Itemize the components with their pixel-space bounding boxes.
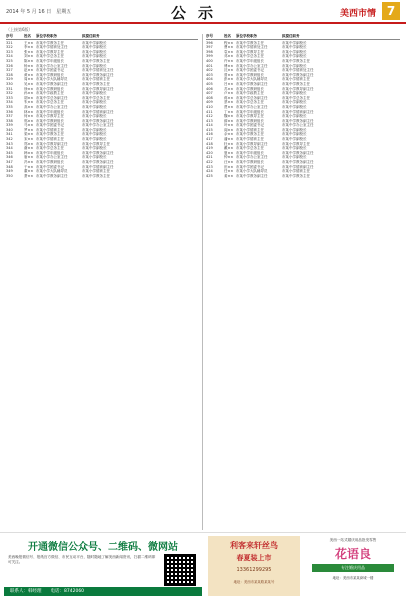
table-cell: 薛××: [224, 118, 234, 123]
table-cell: 市某中学教务主任: [282, 173, 310, 178]
page-number-badge: 7: [382, 2, 400, 20]
table-cell: 333: [6, 95, 13, 100]
table-cell: 市某小学副校长: [282, 100, 307, 105]
table-cell: 330: [6, 81, 13, 86]
issue-date: 2014 年 5 月 16 日 星期五: [6, 9, 72, 15]
table-cell: 市某中学办公室主任: [82, 123, 114, 128]
table-cell: 孙××: [24, 91, 34, 96]
clothing-ad-phone: 13361299295: [236, 567, 272, 573]
table-cell: 339: [6, 123, 13, 128]
table-cell: 335: [6, 104, 13, 109]
table-cell: 市某中学总务副主任: [236, 95, 268, 100]
table-cell: 市某中学德育处主任: [236, 45, 268, 50]
table-cell: 416: [206, 132, 213, 137]
table-cell: 市某中学德育处主任: [282, 68, 314, 73]
table-cell: 市某中学办公室主任: [236, 104, 268, 109]
table-cell: 丁××: [224, 109, 234, 114]
table-cell: 市某中学副校长: [82, 54, 107, 59]
table-cell: 市某中学德育副主任: [282, 109, 314, 114]
notice-column-left: [6, 34, 198, 530]
table-cell: 338: [6, 118, 13, 123]
table-cell: 谢××: [24, 146, 34, 151]
table-cell: 于××: [24, 164, 34, 169]
table-cell: 市某中学德育主任: [236, 137, 264, 142]
table-cell: 市某小学办公室主任: [236, 155, 268, 160]
table-cell: 市某小学副校长: [282, 114, 307, 119]
table-cell: 市某小学副校长: [82, 114, 107, 119]
table-cell: 市某中学政教主任: [36, 91, 64, 96]
wechat-ad[interactable]: [4, 536, 202, 596]
table-cell: 冯××: [24, 160, 34, 165]
table-cell: 市某中学团委书记: [236, 68, 264, 73]
table-cell: 346: [6, 155, 13, 160]
table-header: [206, 34, 400, 40]
table-cell: 324: [6, 54, 13, 59]
table-cell: 市某中学教务主任: [282, 81, 310, 86]
continued-note: （上接第6版）: [6, 27, 33, 32]
table-cell: 市某小学副校长: [282, 127, 307, 132]
table-cell: 市某中学教务主任: [36, 40, 64, 45]
table-cell: 高××: [24, 104, 34, 109]
table-cell: 413: [206, 118, 213, 123]
wedding-ad-banner: 专注婚庆用品: [312, 564, 394, 572]
table-cell: 市某中学教研组长: [236, 118, 264, 123]
table-cell: 市某中学总务主任: [36, 146, 64, 151]
column-header: 姓名: [224, 34, 231, 38]
table-cell: 市某中学教务副主任: [282, 150, 314, 155]
table-cell: 市某中学德育副主任: [82, 164, 114, 169]
table-cell: 市某中学副校长: [82, 45, 107, 50]
table-cell: 市某中学副校长: [282, 91, 307, 96]
table-cell: 市某中学教务副主任: [82, 160, 114, 165]
section-brand: 美西市情: [339, 9, 376, 19]
table-cell: 市某小学副校长: [282, 49, 307, 54]
table-cell: 市某中学总务主任: [282, 95, 310, 100]
table-cell: 市某中学德育主任: [36, 137, 64, 142]
table-cell: 市某中学年级组长: [36, 150, 64, 155]
table-cell: 412: [206, 114, 213, 119]
table-cell: 市某中学教务副主任: [236, 173, 268, 178]
table-cell: 市某小学大队辅导员: [36, 169, 68, 174]
table-cell: 杨××: [24, 63, 34, 68]
table-cell: 市某中学教务主任: [36, 132, 64, 137]
notice-column-right: [206, 34, 400, 530]
table-cell: 市某中学教研组长: [236, 160, 264, 165]
table-cell: 市某中学副校长: [82, 132, 107, 137]
table-cell: 市某小学德育主任: [36, 127, 64, 132]
table-cell: 宋××: [24, 137, 34, 142]
table-cell: 市某中学团委书记: [36, 164, 64, 169]
table-cell: 406: [206, 86, 213, 91]
table-cell: 市某小学德育主任: [282, 77, 310, 82]
table-cell: 322: [6, 45, 13, 50]
table-cell: 423: [206, 164, 213, 169]
table-cell: 余××: [224, 132, 234, 137]
table-cell: 市某中学教研组长: [36, 72, 64, 77]
table-cell: 市某中学教研组长: [236, 72, 264, 77]
table-cell: 陈××: [24, 58, 34, 63]
clothing-ad-address: 地址：美西市某某路某某号: [233, 580, 275, 584]
table-cell: 胡××: [24, 95, 34, 100]
table-cell: 黄××: [24, 72, 34, 77]
table-cell: 何××: [24, 114, 34, 119]
table-cell: 市某小学德育主任: [236, 127, 264, 132]
table-cell: 苏××: [224, 86, 234, 91]
table-cell: 市某中学团委书记: [236, 164, 264, 169]
table-cell: 419: [206, 146, 213, 151]
page-header: [0, 0, 406, 24]
table-cell: 市某中学总务主任: [236, 54, 264, 59]
table-cell: 408: [206, 95, 213, 100]
table-cell: 袁××: [224, 49, 234, 54]
table-cell: 市某中学教务副主任: [82, 118, 114, 123]
table-cell: 市某中学教务副主任: [82, 72, 114, 77]
table-cell: 市某中学副校长: [82, 137, 107, 142]
table-cell: 399: [206, 54, 213, 59]
table-cell: 吕××: [224, 81, 234, 86]
table-cell: 许××: [224, 58, 234, 63]
table-cell: 401: [206, 63, 213, 68]
table-cell: 蒋××: [224, 95, 234, 100]
table-cell: 市某小学教导主任: [36, 49, 64, 54]
table-cell: 潘××: [224, 137, 234, 142]
table-cell: 市某中学年级组长: [36, 109, 64, 114]
table-cell: 345: [6, 150, 13, 155]
table-cell: 424: [206, 169, 213, 174]
table-cell: 347: [6, 160, 13, 165]
table-cell: 市某小学德育主任: [282, 169, 310, 174]
table-cell: 344: [6, 146, 13, 151]
table-cell: 阎××: [224, 127, 234, 132]
table-cell: 曹××: [224, 45, 234, 50]
table-cell: 市某中学副校长: [82, 104, 107, 109]
table-cell: 405: [206, 81, 213, 86]
table-cell: 市某中学教务主任: [82, 58, 110, 63]
table-cell: 钟××: [224, 155, 234, 160]
table-cell: 田××: [224, 164, 234, 169]
table-cell: 卢××: [224, 91, 234, 96]
table-cell: 市某中学总务主任: [236, 146, 264, 151]
wechat-ad-footer: 联系人：韩经理 电话：8742060: [4, 587, 202, 596]
wedding-ad-logo: 花语良: [334, 547, 371, 561]
table-cell: 王××: [24, 40, 34, 45]
table-cell: 市某小学大队辅导员: [236, 169, 268, 174]
table-cell: 329: [6, 77, 13, 82]
table-cell: 李××: [24, 45, 34, 50]
table-cell: 市某中学教研组长: [36, 118, 64, 123]
table-cell: 市某小学副校长: [282, 155, 307, 160]
table-cell: 市某小学副校长: [82, 155, 107, 160]
column-header: 原位学校职务: [36, 34, 57, 38]
table-cell: 市某中学年级组长: [236, 58, 264, 63]
table-cell: 市某小学教导副主任: [236, 141, 268, 146]
table-cell: 唐××: [24, 155, 34, 160]
table-cell: 市某小学德育主任: [82, 77, 110, 82]
table-cell: 市某中学副校长: [282, 132, 307, 137]
wedding-supplies-ad[interactable]: [304, 536, 402, 596]
table-cell: 萧××: [24, 173, 34, 178]
table-cell: 赵××: [24, 68, 34, 73]
table-cell: 市某中学教务副主任: [82, 150, 114, 155]
wechat-ad-body: 美西晚报微信号、报纸官方微信、市民互动平台，随时随地了解美西新闻资讯，扫描二维码即可关注。: [8, 555, 156, 564]
table-cell: 323: [6, 49, 13, 54]
table-cell: 407: [206, 91, 213, 96]
table-cell: 342: [6, 137, 13, 142]
page-title: 公示: [171, 4, 226, 22]
table-cell: 341: [6, 132, 13, 137]
table-cell: 市某中学总务主任: [82, 95, 110, 100]
table-cell: 市某小学总务主任: [36, 100, 64, 105]
table-cell: 蔡××: [224, 100, 234, 105]
table-cell: 郑××: [24, 141, 34, 146]
table-cell: 410: [206, 104, 213, 109]
table-cell: 417: [206, 137, 213, 142]
table-cell: 周××: [24, 77, 34, 82]
table-cell: 325: [6, 58, 13, 63]
table-cell: 市某小学大队辅导员: [236, 77, 268, 82]
table-cell: 市某中学总务副主任: [36, 95, 68, 100]
table-cell: 朱××: [24, 100, 34, 105]
table-cell: 404: [206, 77, 213, 82]
table-cell: 市某中学德育副主任: [282, 164, 314, 169]
column-header: 原位学校职务: [236, 34, 257, 38]
table-cell: 市某中学办公室主任: [36, 104, 68, 109]
table-cell: 400: [206, 58, 213, 63]
table-cell: 328: [6, 72, 13, 77]
table-cell: 林××: [24, 109, 34, 114]
table-cell: 市某中学团委书记: [36, 68, 64, 73]
table-cell: 市某小学教导副主任: [282, 86, 314, 91]
clothing-ad[interactable]: [208, 536, 300, 596]
table-cell: 326: [6, 63, 13, 68]
table-cell: 414: [206, 123, 213, 128]
table-row: [206, 174, 400, 179]
table-cell: 403: [206, 72, 213, 77]
table-cell: 市某小学教研组长: [36, 86, 64, 91]
table-cell: 市某中学政教主任: [236, 91, 264, 96]
table-cell: 420: [206, 150, 213, 155]
column-header: 姓名: [24, 34, 31, 38]
table-cell: 曾××: [224, 72, 234, 77]
table-cell: 徐××: [24, 86, 34, 91]
table-cell: 市某小学副校长: [82, 63, 107, 68]
wedding-ad-top: 美西一站式婚庆用品批发零售: [329, 538, 377, 542]
table-cell: 市某中学教务副主任: [36, 173, 68, 178]
table-cell: 332: [6, 91, 13, 96]
table-cell: 市某小学教导主任: [36, 114, 64, 119]
table-cell: 汪××: [224, 160, 234, 165]
table-cell: 市某小学教导主任: [236, 49, 264, 54]
table-cell: 程××: [224, 40, 234, 45]
table-cell: 市某中学教务副主任: [282, 160, 314, 165]
table-cell: 市某小学教研组长: [236, 86, 264, 91]
table-cell: 340: [6, 127, 13, 132]
table-cell: 市某小学教导副主任: [82, 86, 114, 91]
table-cell: 336: [6, 109, 13, 114]
table-cell: 331: [6, 86, 13, 91]
table-cell: 市某中学教务副主任: [236, 81, 268, 86]
table-cell: 市某中学德育处主任: [36, 45, 68, 50]
table-cell: 421: [206, 155, 213, 160]
table-cell: 马××: [24, 123, 34, 128]
table-cell: 市某小学副校长: [82, 127, 107, 132]
table-cell: 郭××: [24, 118, 34, 123]
table-cell: 市某中学副校长: [282, 40, 307, 45]
table-cell: 姜××: [224, 173, 234, 178]
table-cell: 349: [6, 169, 13, 174]
table-cell: 韩××: [24, 150, 34, 155]
table-cell: 彭××: [224, 77, 234, 82]
table-cell: 市某小学总务主任: [236, 100, 264, 105]
table-cell: 市某中学副校长: [282, 54, 307, 59]
table-cell: 市某中学副校长: [82, 40, 107, 45]
table-cell: 市某小学教导副主任: [36, 141, 68, 146]
table-cell: 市某中学年级组长: [236, 150, 264, 155]
table-cell: 市某小学办公室主任: [36, 63, 68, 68]
table-cell: 市某中学教务副主任: [282, 118, 314, 123]
table-cell: 市某小学大队辅导员: [36, 77, 68, 82]
table-cell: 市某中学总务主任: [36, 54, 64, 59]
table-cell: 市某中学年级组长: [236, 109, 264, 114]
column-header: 序号: [206, 34, 213, 38]
table-cell: 398: [206, 49, 213, 54]
table-cell: 市某中学教务主任: [236, 40, 264, 45]
table-cell: 市某中学德育处主任: [82, 68, 114, 73]
table-cell: 市某中学团委书记: [236, 123, 264, 128]
table-cell: 市某中学副校长: [82, 91, 107, 96]
table-cell: 叶××: [224, 123, 234, 128]
table-cell: 343: [6, 141, 13, 146]
table-cell: 戴××: [224, 146, 234, 151]
table-cell: 市某小学办公室主任: [236, 63, 268, 68]
table-cell: 市某小学德育主任: [82, 169, 110, 174]
table-cell: 梁××: [24, 132, 34, 137]
table-cell: 397: [206, 45, 213, 50]
table-cell: 市某小学副校长: [82, 49, 107, 54]
qr-code-icon: [164, 554, 196, 586]
table-cell: 夏××: [224, 150, 234, 155]
table-cell: 市某小学教导主任: [82, 141, 110, 146]
table-cell: 市某中学副校长: [282, 137, 307, 142]
table-cell: 415: [206, 127, 213, 132]
table-cell: 杜××: [224, 141, 234, 146]
table-cell: 邓××: [224, 54, 234, 59]
table-cell: 市某中学德育副主任: [82, 109, 114, 114]
clothing-ad-subtitle: 春夏装上市: [236, 554, 272, 562]
clothing-ad-title: 利客来轩丝鸟: [230, 541, 278, 550]
table-cell: 337: [6, 114, 13, 119]
table-cell: 刘××: [24, 54, 34, 59]
table-cell: 董××: [24, 169, 34, 174]
table-cell: 市某中学副校长: [82, 146, 107, 151]
table-cell: 市某中学教务主任: [82, 173, 110, 178]
table-cell: 396: [206, 40, 213, 45]
table-cell: 425: [206, 173, 213, 178]
table-cell: 市某小学办公室主任: [36, 155, 68, 160]
column-header: 拟提任职务: [282, 34, 300, 38]
table-cell: 334: [6, 100, 13, 105]
table-cell: 傅××: [224, 63, 234, 68]
column-header: 拟提任职务: [82, 34, 100, 38]
table-cell: 422: [206, 160, 213, 165]
table-cell: 沈××: [224, 68, 234, 73]
column-header: 序号: [6, 34, 13, 38]
table-cell: 市某中学年级组长: [36, 58, 64, 63]
table-cell: 市某小学教导主任: [236, 114, 264, 119]
table-cell: 贾××: [224, 104, 234, 109]
column-divider: [202, 34, 203, 530]
table-cell: 罗××: [24, 127, 34, 132]
table-cell: 吴××: [24, 81, 34, 86]
table-cell: 市某中学办公室主任: [282, 123, 314, 128]
table-row: [6, 174, 198, 179]
table-cell: 市某中学副校长: [282, 146, 307, 151]
table-cell: 市某中学教务主任: [82, 81, 110, 86]
table-cell: 市某中学教务主任: [282, 58, 310, 63]
wedding-ad-bottom: 地址：美西市某某商城一楼: [332, 576, 374, 580]
table-cell: 市某中学副校长: [282, 45, 307, 50]
table-cell: 418: [206, 141, 213, 146]
table-cell: 魏××: [224, 114, 234, 119]
table-cell: 348: [6, 164, 13, 169]
table-cell: 市某中学教务副主任: [282, 72, 314, 77]
table-cell: 市某小学副校长: [82, 100, 107, 105]
table-cell: 市某中学教务主任: [236, 132, 264, 137]
table-cell: 市某中学教研组长: [36, 160, 64, 165]
table-cell: 350: [6, 173, 13, 178]
table-cell: 327: [6, 68, 13, 73]
table-cell: 市某小学副校长: [282, 63, 307, 68]
table-header: [6, 34, 198, 40]
table-cell: 402: [206, 68, 213, 73]
wechat-ad-title: 开通微信公众号、二维码、微网站: [28, 542, 178, 553]
table-cell: 市某小学教导主任: [282, 141, 310, 146]
table-cell: 市某中学教务副主任: [36, 81, 68, 86]
table-cell: 409: [206, 100, 213, 105]
table-cell: 411: [206, 109, 213, 114]
table-cell: 任××: [224, 169, 234, 174]
table-cell: 张××: [24, 49, 34, 54]
table-cell: 市某中学团委书记: [36, 123, 64, 128]
table-cell: 321: [6, 40, 13, 45]
table-cell: 市某中学副校长: [282, 104, 307, 109]
